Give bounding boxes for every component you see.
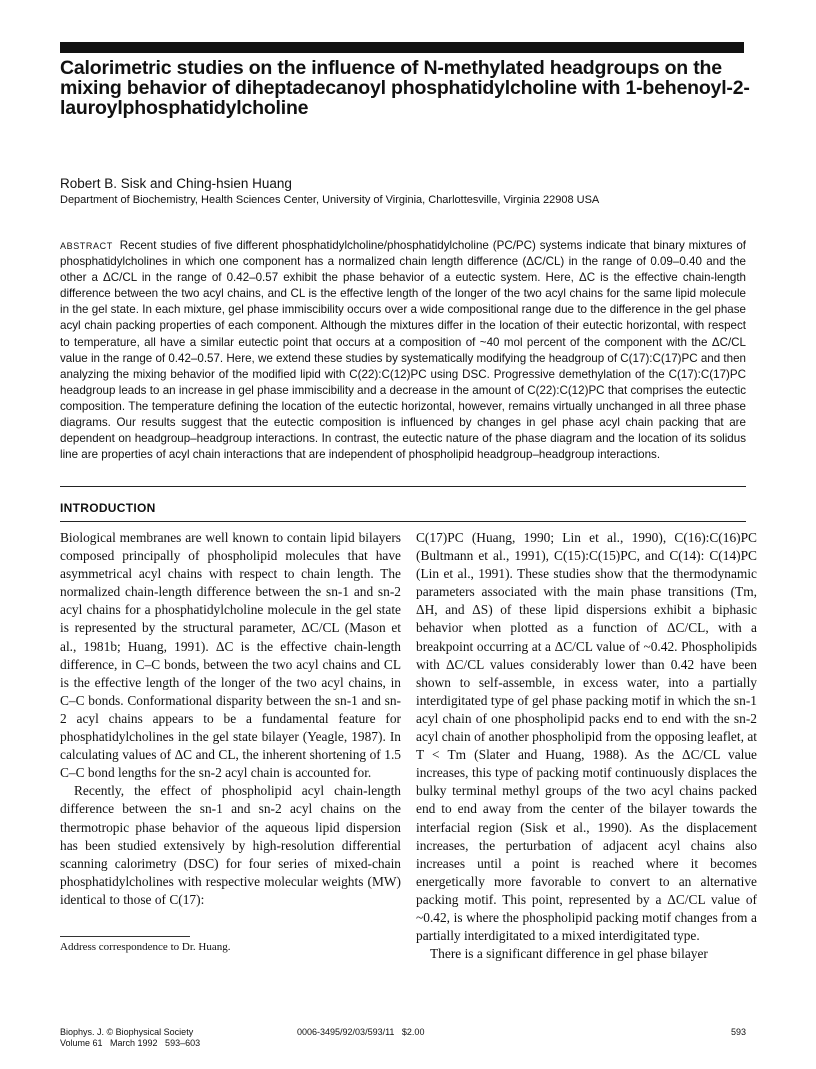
affiliation: Department of Biochemistry, Health Sciences Center, University of Virginia, Charlottesville, Virginia 22908 USA bbox=[60, 194, 600, 206]
section-heading-introduction: INTRODUCTION bbox=[60, 501, 156, 515]
section-rule-top bbox=[60, 486, 746, 487]
paragraph: Recently, the effect of phospholipid acyl chain-length difference between the sn-1 and sn-2 acyl chains on the thermotropic phase behavior of the aqueous lipid dispersion has been studied extensively by high-resolution differential scanning calorimetry (DSC) for four series of mixed-chain phosphatidylcholines with respective molecular weights (MW) identical to those of C(17): bbox=[60, 783, 401, 907]
footer-code: 0006-3495/92/03/593/11 $2.00 bbox=[297, 1027, 425, 1037]
footnote: Address correspondence to Dr. Huang. bbox=[60, 941, 231, 953]
section-rule-bottom bbox=[60, 521, 746, 522]
body-column-left bbox=[60, 529, 401, 909]
header-rule-bar bbox=[60, 42, 744, 53]
paragraph: Biological membranes are well known to contain lipid bilayers composed principally of phospholipid molecules that have asymmetrical acyl chains with respect to chain length. The normalized chain-length difference between the sn-1 and sn-2 acyl chains for a phosphatidylcholine molecule in the gel state is represented by the structural parameter, ΔC/CL (Mason et al., 1981b; Huang, 1991). ΔC is the effective chain-length difference, in C–C bonds, between the two acyl chains and CL is the effective length of the longer of the two acyl chains, in C–C bonds. Conformational disparity between the sn-1 and sn-2 acyl chains appears to be a fundamental feature for phosphatidylcholines in the gel state bilayer (Yeagle, 1987). In calculating values of ΔC and CL, the inherent shortening of 1.5 C–C bond lengths for the sn-2 acyl chain is accounted for. bbox=[60, 530, 401, 781]
article-title: Calorimetric studies on the influence of N-methylated headgroups on the mixing behavior of diheptadecanoyl phosphatidylcholine with 1-behenoyl-2-lauroylphosphatidylcholine bbox=[60, 57, 750, 119]
body-column-right bbox=[416, 529, 757, 963]
footnote-rule bbox=[60, 936, 190, 937]
paragraph: C(17)PC (Huang, 1990; Lin et al., 1990), C(16):C(16)PC (Bultmann et al., 1991), C(15):C(15)PC, and C(14): C(14)PC (Lin et al., 1991). These studies show that the thermodynamic parameters associated with the main phase transitions (Tm, ΔH, and ΔS) of these lipid dispersions exhibit a biphasic behavior when plotted as a function of ΔC/CL, with a breakpoint occurring at a ΔC/CL value of ~0.42. Phospholipids with ΔC/CL values considerably lower than 0.42 have been shown to self-assemble, in excess water, into a partially interdigitated type of gel phase packing motif in which the sn-1 acyl chain of one phospholipid packs end to end with the sn-2 acyl chain of another phospholipid from the opposing leaflet, at T < Tm (Slater and Huang, 1988). As the ΔC/CL value increases, this type of packing motif continuously displaces the bulky terminal methyl groups of the two acyl chains packed end to end away from the center of the bilayer towards the interfacial region (Sisk et al., 1990). As the displacement increases, the perturbation of adjacent acyl chains also increases until a point is reached where it becomes energetically more favorable to convert to an alternative packing motif. This point, represented by a ΔC/CL value of ~0.42, is where the phospholipid packing motif changes from a partially interdigitated to a mixed interdigitated type. bbox=[416, 530, 757, 944]
footer-journal: Biophys. J. © Biophysical Society bbox=[60, 1027, 194, 1037]
authors: Robert B. Sisk and Ching-hsien Huang bbox=[60, 176, 292, 191]
footer-volume: Volume 61 March 1992 593–603 bbox=[60, 1038, 201, 1048]
page-number: 593 bbox=[730, 1027, 746, 1037]
abstract-text: Recent studies of five different phosphatidylcholine/phosphatidylcholine (PC/PC) systems indicate that binary mixtures of phosphatidylcholines in which one component has a normalized chain length difference (ΔC/CL) in the range of 0.09–0.40 and the other a ΔC/CL in the range of 0.42–0.57 exhibit the phase behavior of a eutectic system. Here, ΔC is the effective chain-length difference between the two acyl chains, and CL is the effective length of the longer of the two acyl chains for the same lipid molecule in the gel state. In each mixture, gel phase immiscibility occurs over a wide compositional range due to the difference in the gel phase acyl chain packing properties of each component. Although the mixtures differ in the location of their eutectic horizontal, with respect to temperature, all have a similar eutectic point that occurs at a composition of ~40 mol percent of the component with the ΔC/CL value in the range of 0.42–0.57. Here, we extend these studies by systematically modifying the headgroup of C(17):C(17)PC and then analyzing the mixing behavior of the modified lipid with C(22):C(12)PC using DSC. Progressive demethylation of the C(17):C(17)PC headgroup leads to an increase in gel phase immiscibility and a decrease in the amount of C(22):C(12)PC that comprises the eutectic composition. The temperature defining the location of the eutectic horizontal, however, remains virtually unchanged in all three phase diagrams. Our results suggest that the eutectic composition is influenced by changes in gel phase acyl chain packing that are dependent on headgroup–headgroup interactions. In contrast, the eutectic nature of the phase diagram and the location of its solidus line are properties of acyl chain interactions that are independent of phospholipid headgroup–headgroup interactions. bbox=[60, 239, 747, 462]
footer-journal-info bbox=[60, 1027, 200, 1049]
abstract-label: ABSTRACT bbox=[60, 241, 113, 251]
paragraph: There is a significant difference in gel phase bilayer bbox=[430, 946, 708, 962]
abstract bbox=[60, 238, 746, 463]
